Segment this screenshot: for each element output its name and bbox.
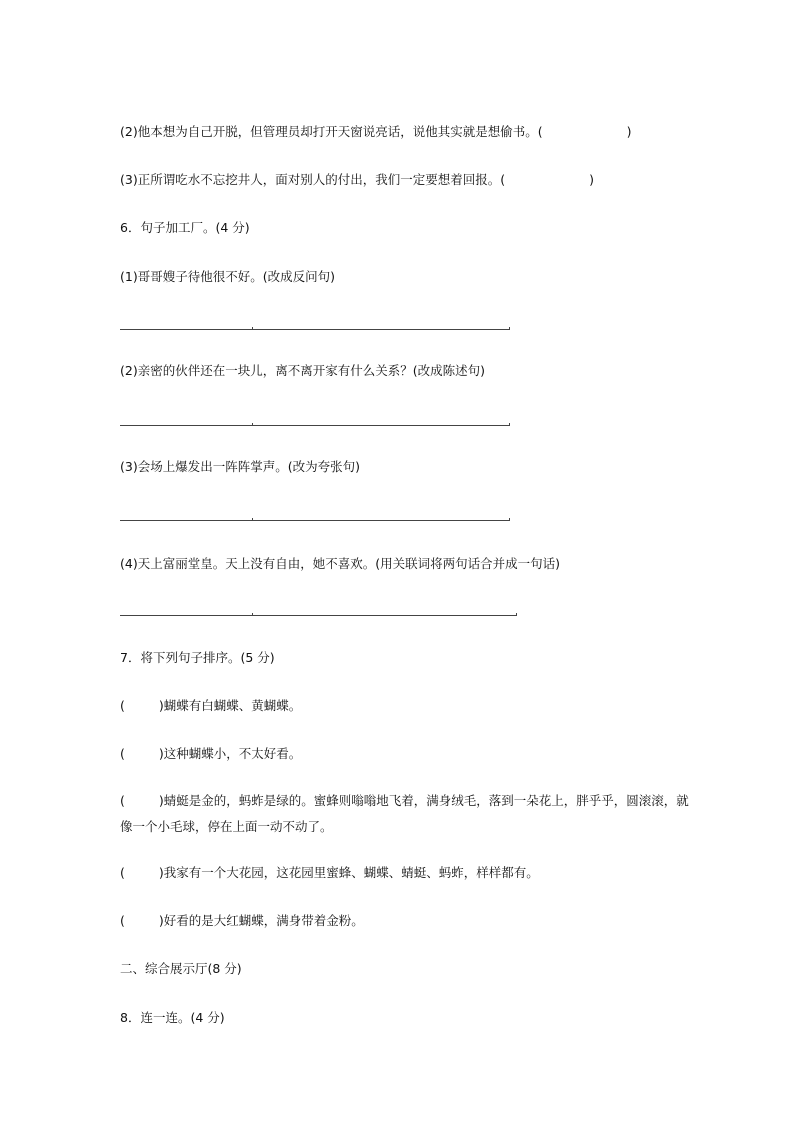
q5-item-3 — [120, 171, 594, 189]
q5-item-2-text: (2)他本想为自己开脱，但管理员却打开天窗说亮话，说他其实就是想偷书。( — [120, 124, 543, 139]
q7-item-1-text: 蝴蝶有白蝴蝶、黄蝴蝶。 — [163, 698, 302, 713]
section-2-heading: 二、综合展示厅(8 分) — [120, 961, 242, 976]
q5-item-2-close: ) — [626, 124, 632, 139]
order-paren-close: ) — [158, 865, 164, 880]
q7-item-4 — [120, 864, 539, 882]
q7-item-5-text: 好看的是大红蝴蝶，满身带着金粉。 — [163, 913, 364, 928]
q6-heading: 6．句子加工厂。(4 分) — [120, 220, 250, 235]
q6-item-3: (3)会场上爆发出一阵阵掌声。(改为夸张句) — [120, 459, 360, 474]
q5-item-3-close: ) — [589, 172, 594, 187]
answer-line-2[interactable] — [120, 425, 510, 426]
q7-item-3-text: 蜻蜓是金的，蚂蚱是绿的。蜜蜂则嗡嗡地飞着，满身绒毛，落到一朵花上，胖乎乎，圆滚滚，就像一个小毛球，停在上面一动不动了。 — [120, 793, 689, 834]
order-paren-open: ( — [120, 913, 125, 928]
q7-item-2-text: 这种蝴蝶小，不太好看。 — [163, 746, 302, 761]
order-paren-open: ( — [120, 793, 125, 808]
q6-item-2: (2)亲密的伙伴还在一块儿，离不离开家有什么关系？(改成陈述句) — [120, 363, 485, 378]
q6-item-4: (4)天上富丽堂皇。天上没有自由，她不喜欢。(用关联词将两句话合并成一句话) — [120, 556, 560, 571]
order-paren-open: ( — [120, 746, 125, 761]
q7-item-5 — [120, 912, 364, 930]
answer-line-3[interactable] — [120, 520, 510, 521]
q5-item-2 — [120, 123, 631, 141]
answer-line-4[interactable] — [120, 615, 517, 616]
order-paren-close: ) — [158, 698, 164, 713]
order-paren-close: ) — [158, 913, 164, 928]
q7-item-1 — [120, 697, 301, 715]
q7-item-4-text: 我家有一个大花园，这花园里蜜蜂、蝴蝶、蜻蜓、蚂蚱，样样都有。 — [163, 865, 539, 880]
order-paren-close: ) — [158, 746, 164, 761]
order-paren-open: ( — [120, 865, 125, 880]
answer-line-1[interactable] — [120, 329, 510, 330]
q7-item-2 — [120, 745, 301, 763]
q6-item-1: (1)哥哥嫂子待他很不好。(改成反问句) — [120, 269, 335, 284]
q7-item-3 — [120, 788, 700, 840]
order-paren-open: ( — [120, 698, 125, 713]
q7-heading: 7．将下列句子排序。(5 分) — [120, 650, 275, 665]
q5-item-3-text: (3)正所谓吃水不忘挖井人，面对别人的付出，我们一定要想着回报。( — [120, 172, 506, 187]
order-paren-close: ) — [158, 793, 164, 808]
q8-heading: 8．连一连。(4 分) — [120, 1010, 225, 1025]
